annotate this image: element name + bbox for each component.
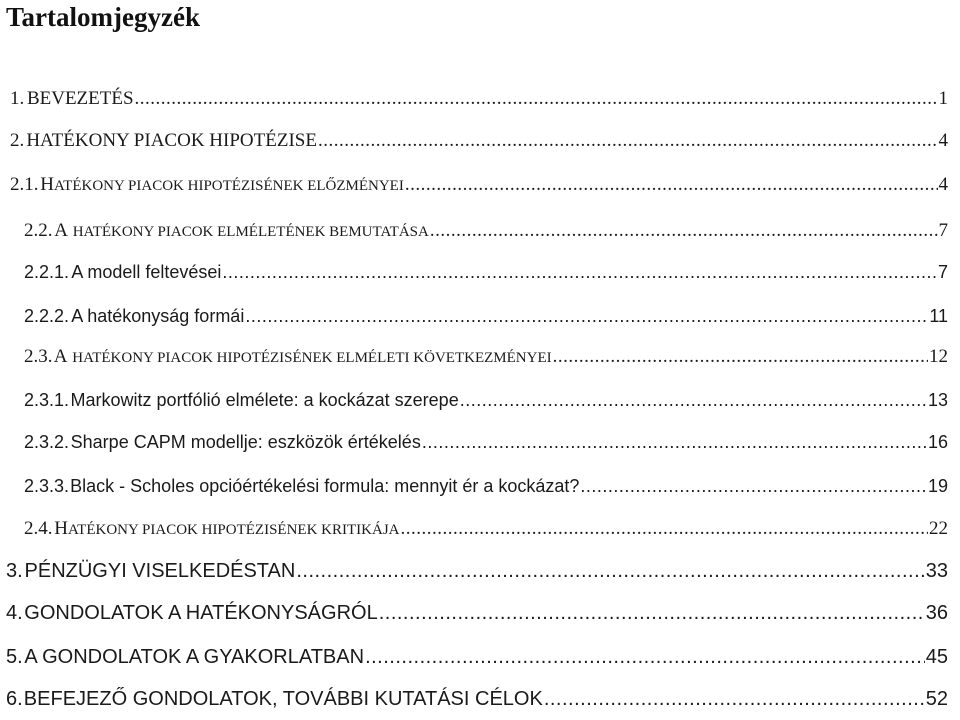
toc-entry-page: 4 — [938, 130, 948, 151]
toc-leader-dots — [460, 390, 927, 411]
toc-entry-title: Sharpe CAPM modellje: eszközök értékelés — [70, 432, 421, 452]
toc-leader-dots — [553, 346, 928, 368]
toc-entry-number: 4. — [6, 602, 23, 624]
toc-entry-number: 6. — [6, 688, 23, 710]
toc-entry-elozmenyei[interactable] — [10, 174, 948, 206]
toc-entry-number: 2.3.3. — [24, 476, 70, 496]
toc-entry-kritikaja[interactable] — [24, 518, 948, 550]
toc-entry-title-smallcaps: ATÉKONY PIACOK HIPOTÉZISÉNEK ELŐZMÉNYEI — [54, 178, 404, 194]
toc-entry-title: HATÉKONY PIACOK HIPOTÉZISE — [26, 130, 317, 151]
toc-entry-page: 22 — [929, 518, 948, 539]
toc-leader-dots — [422, 432, 927, 453]
toc-entry-number: 1. — [10, 88, 25, 109]
toc-entry-sharpe-capm[interactable] — [24, 432, 948, 464]
toc-entry-title: GONDOLATOK A HATÉKONYSÁGRÓL — [24, 602, 378, 624]
toc-entry-number: 2.4. — [24, 518, 53, 539]
toc-entry-penzugyi-viselkedestan[interactable] — [6, 560, 948, 592]
toc-entry-page: 16 — [927, 432, 948, 452]
toc-entry-befejezo-gondolatok[interactable] — [6, 688, 948, 720]
toc-entry-title: Black - Scholes opcióértékelési formula: mennyit ér a kockázat? — [70, 476, 580, 496]
toc-leader-dots — [245, 306, 928, 327]
toc-entry-page: 7 — [938, 220, 948, 241]
toc-entry-number: 2.3. — [24, 346, 53, 367]
toc-entry-number: 2.2.2. — [24, 306, 70, 326]
page-title: Tartalomjegyzék — [6, 2, 200, 32]
toc-entry-gondolatok-a-gyakorlatban[interactable] — [6, 646, 948, 678]
toc-entry-title — [54, 518, 399, 540]
toc-leader-dots — [430, 220, 938, 242]
toc-leader-dots — [405, 174, 938, 196]
toc-entry-number: 2.1. — [10, 174, 39, 195]
toc-entry-hatekonysag-formai[interactable] — [24, 306, 948, 338]
toc-entry-page: 13 — [927, 390, 948, 410]
toc-leader-dots — [401, 518, 928, 540]
toc-entry-number: 2.3.1. — [24, 390, 70, 410]
toc-entry-page: 7 — [937, 262, 948, 282]
toc-entry-number: 2.3.2. — [24, 432, 70, 452]
toc-entry-title-capital: A — [53, 346, 68, 367]
toc-leader-dots — [379, 602, 925, 625]
toc-leader-dots — [296, 560, 924, 583]
toc-entry-modell-feltevesei[interactable] — [24, 262, 948, 294]
toc-leader-dots — [365, 646, 925, 669]
toc-entry-page: 45 — [925, 646, 948, 668]
toc-entry-title: A GONDOLATOK A GYAKORLATBAN — [24, 646, 365, 668]
toc-entry-title — [54, 346, 552, 368]
toc-entry-number: 5. — [6, 646, 23, 668]
toc-entry-page: 36 — [925, 602, 948, 624]
toc-leader-dots — [135, 88, 938, 110]
toc-leader-dots — [318, 130, 938, 152]
toc-entry-title-capital: H — [40, 174, 55, 195]
toc-entry-title: PÉNZÜGYI VISELKEDÉSTAN — [24, 560, 296, 582]
toc-entry-markowitz[interactable] — [24, 390, 948, 422]
toc-entry-hatekony-piacok-hipotezise[interactable] — [10, 130, 948, 162]
toc-entry-page: 11 — [929, 306, 948, 326]
toc-entry-title — [54, 220, 429, 242]
toc-entry-title: A modell feltevései — [71, 262, 222, 282]
toc-entry-title: BEVEZETÉS — [26, 88, 134, 109]
toc-leader-dots — [544, 688, 925, 711]
toc-entry-elmeletenek-bemutatasa[interactable] — [24, 220, 948, 252]
toc-entry-page: 52 — [925, 688, 948, 710]
toc-entry-gondolatok-a-hatekonysagrol[interactable] — [6, 602, 948, 634]
toc-entry-number: 2. — [10, 130, 25, 151]
toc-leader-dots — [580, 476, 927, 497]
toc-entry-number: 2.2.1. — [24, 262, 70, 282]
toc-entry-title-smallcaps: ATÉKONY PIACOK HIPOTÉZISÉNEK KRITIKÁJA — [68, 522, 400, 538]
toc-entry-page: 19 — [927, 476, 948, 496]
toc-entry-bevezetes[interactable] — [10, 88, 948, 120]
toc-entry-title-smallcaps: HATÉKONY PIACOK ELMÉLETÉNEK BEMUTATÁSA — [72, 224, 429, 240]
toc-entry-black-scholes[interactable] — [24, 476, 948, 508]
toc-entry-title — [40, 174, 404, 196]
toc-entry-title-smallcaps: HATÉKONY PIACOK HIPOTÉZISÉNEK ELMÉLETI KÖVETKEZMÉNYEI — [72, 350, 552, 366]
toc-entry-title: A hatékonyság formái — [71, 306, 245, 326]
toc-leader-dots — [222, 262, 937, 283]
toc-entry-title-capital: A — [54, 220, 68, 241]
toc-entry-number: 2.2. — [24, 220, 53, 241]
toc-entry-title: Markowitz portfólió elmélete: a kockázat szerepe — [70, 390, 459, 410]
toc-entry-page: 12 — [929, 346, 948, 367]
toc-entry-number: 3. — [6, 560, 23, 582]
toc-entry-page: 1 — [938, 88, 948, 109]
toc-entry-page: 33 — [925, 560, 948, 582]
toc-entry-elmeleti-kovetkezmenyei[interactable] — [24, 346, 948, 378]
toc-entry-page: 4 — [938, 174, 948, 195]
toc-entry-title: BEFEJEZŐ GONDOLATOK, TOVÁBBI KUTATÁSI CÉLOK — [23, 688, 543, 710]
toc-entry-title-capital: H — [54, 518, 68, 539]
